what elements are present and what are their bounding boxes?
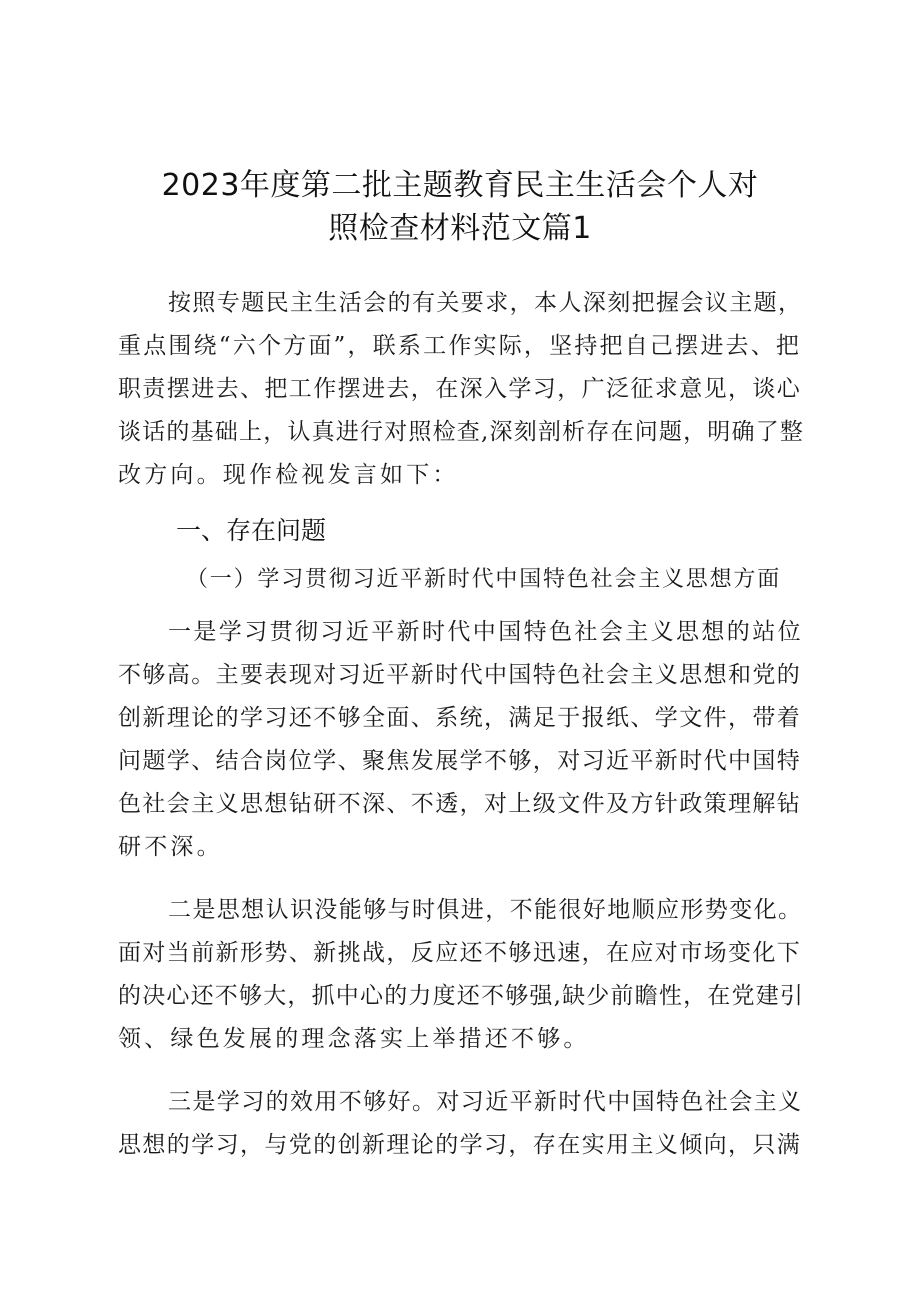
item2-line: 面对当前新形势、新挑战，反应还不够迅速，在应对市场变化下 — [118, 940, 802, 966]
item1-line: 一是学习贯彻习近平新时代中国特色社会主义思想的站位 — [168, 619, 803, 645]
intro-line: 重点围绕“六个方面”，联系工作实际，坚持把自己摆进去、把 — [118, 333, 802, 359]
document-title-line-1: 2023年度第二批主题教育民主生活会个人对 — [161, 168, 759, 203]
intro-line: 按照专题民主生活会的有关要求，本人深刻把握会议主题， — [168, 290, 803, 316]
intro-line: 职责摆进去、把工作摆进去，在深入学习，广泛征求意见，谈心 — [118, 376, 802, 402]
item1-line: 创新理论的学习还不够全面、系统，满足于报纸、学文件，带着 — [118, 705, 802, 731]
item1-line: 研不深。 — [118, 834, 223, 860]
item1-line: 不够高。主要表现对习近平新时代中国特色社会主义思想和党的 — [118, 662, 802, 688]
subsection-heading: （一）学习贯彻习近平新时代中国特色社会主义思想方面 — [186, 567, 782, 592]
section-heading: 一、存在问题 — [176, 516, 327, 545]
item2-line: 二是思想认识没能够与时俱进，不能很好地顺应形势变化。 — [168, 897, 803, 923]
item1-line: 色社会主义思想钻研不深、不透，对上级文件及方针政策理解钻 — [118, 791, 802, 817]
item2-line: 的决心还不够大，抓中心的力度还不够强,缺少前瞻性，在党建引 — [118, 983, 805, 1009]
item2-line: 领、绿色发展的理念落实上举措还不够。 — [118, 1026, 590, 1052]
document-title-line-2: 照检查材料范文篇1 — [328, 211, 592, 246]
item3-line: 三是学习的效用不够好。对习近平新时代中国特色社会主义 — [168, 1089, 803, 1115]
item1-line: 问题学、结合岗位学、聚焦发展学不够，对习近平新时代中国特 — [118, 748, 802, 774]
intro-line: 谈话的基础上，认真进行对照检查,深刻剖析存在问题，明确了整 — [118, 419, 805, 445]
item3-line: 思想的学习，与党的创新理论的学习，存在实用主义倾向，只满 — [118, 1132, 802, 1158]
intro-line: 改方向。现作检视发言如下： — [118, 462, 459, 488]
